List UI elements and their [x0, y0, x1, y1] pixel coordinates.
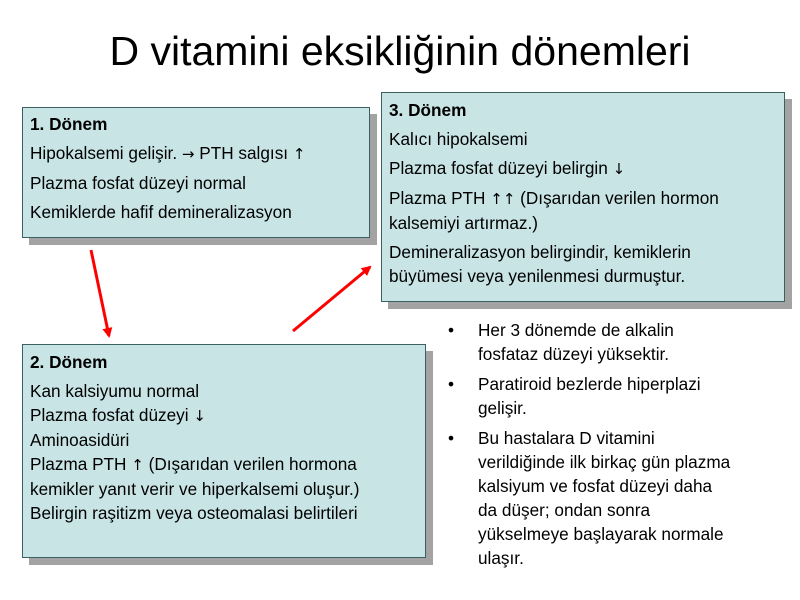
- note-item: [448, 318, 793, 366]
- note-line: Her 3 dönemde de alkalin: [478, 320, 674, 340]
- stage-1-heading: 1. Dönem: [30, 114, 108, 134]
- note-item: [448, 372, 793, 420]
- arrow-stage2-to-stage3: [293, 267, 370, 331]
- stage-1-line-1-text2: PTH salgısı: [199, 143, 289, 163]
- stage-3-line-2: [389, 156, 778, 181]
- stage-2-line-4: [30, 452, 419, 477]
- slide-title: D vitamini eksikliğinin dönemleri: [109, 28, 691, 74]
- notes-list: [448, 318, 793, 576]
- stage-3-line-2-text: Plazma fosfat düzeyi belirgin: [389, 158, 608, 178]
- stage-2-line-2-text: Plazma fosfat düzeyi: [30, 405, 189, 425]
- stage-1-line-3: Kemiklerde hafif demineralizasyon: [30, 202, 292, 222]
- bullet-icon: •: [448, 428, 455, 448]
- note-line: Bu hastalara D vitamini: [478, 428, 655, 448]
- stage-3-line-6: büyümesi veya yenilenmesi durmuştur.: [389, 266, 686, 286]
- stage-3-line-3: [389, 186, 778, 211]
- stage-3-line-5: Demineralizasyon belirgindir, kemiklerin: [389, 242, 691, 262]
- note-line: kalsiyum ve fosfat düzeyi daha: [478, 476, 713, 496]
- down-arrow-icon: ↓: [612, 160, 626, 178]
- stage-2-line-4-text2: (Dışarıdan verilen hormona: [148, 454, 357, 474]
- double-up-arrow-icon: ↑↑: [490, 190, 516, 208]
- note-line: fosfataz düzeyi yüksektir.: [478, 344, 670, 364]
- right-arrow-icon: →: [181, 145, 195, 163]
- stage-1-line-2: Plazma fosfat düzeyi normal: [30, 173, 246, 193]
- stage-2-line-5: kemikler yanıt verir ve hiperkalsemi oluşur.): [30, 479, 360, 499]
- stage-3-line-3-text: Plazma PTH: [389, 188, 486, 208]
- stage-1-line-1-text: Hipokalsemi gelişir.: [30, 143, 178, 163]
- note-item: [448, 426, 793, 570]
- stage-3-line-1: Kalıcı hipokalsemi: [389, 129, 528, 149]
- note-line: ulaşır.: [478, 548, 524, 568]
- stage-3-box: [381, 92, 785, 302]
- arrow-stage1-to-stage2: [91, 250, 109, 336]
- down-arrow-icon: ↓: [193, 407, 206, 425]
- stage-3-line-4: kalsemiyi artırmaz.): [389, 213, 538, 233]
- up-arrow-icon: ↑: [292, 145, 306, 163]
- stage-3-heading: 3. Dönem: [389, 100, 467, 120]
- stage-2-line-3: Aminoasidüri: [30, 430, 130, 450]
- bullet-icon: •: [448, 320, 455, 340]
- note-line: da düşer; ondan sonra: [478, 500, 651, 520]
- note-line: gelişir.: [478, 398, 527, 418]
- stage-2-line-2: [30, 403, 419, 428]
- stage-1-line-1: [30, 141, 363, 166]
- stage-3-line-3-text2: (Dışarıdan verilen hormon: [520, 188, 719, 208]
- note-line: yükselmeye başlayarak normale: [478, 524, 724, 544]
- bullet-icon: •: [448, 374, 455, 394]
- stage-2-line-6: Belirgin raşitizm veya osteomalasi belirtileri: [30, 503, 358, 523]
- stage-2-line-1: Kan kalsiyumu normal: [30, 381, 200, 401]
- stage-1-box: [22, 107, 370, 238]
- note-line: Paratiroid bezlerde hiperplazi: [478, 374, 701, 394]
- stage-2-heading: 2. Dönem: [30, 352, 108, 372]
- up-arrow-icon: ↑: [131, 456, 144, 474]
- note-line: verildiğinde ilk birkaç gün plazma: [478, 452, 731, 472]
- stage-2-line-4-text: Plazma PTH: [30, 454, 127, 474]
- stage-2-box: [22, 344, 426, 558]
